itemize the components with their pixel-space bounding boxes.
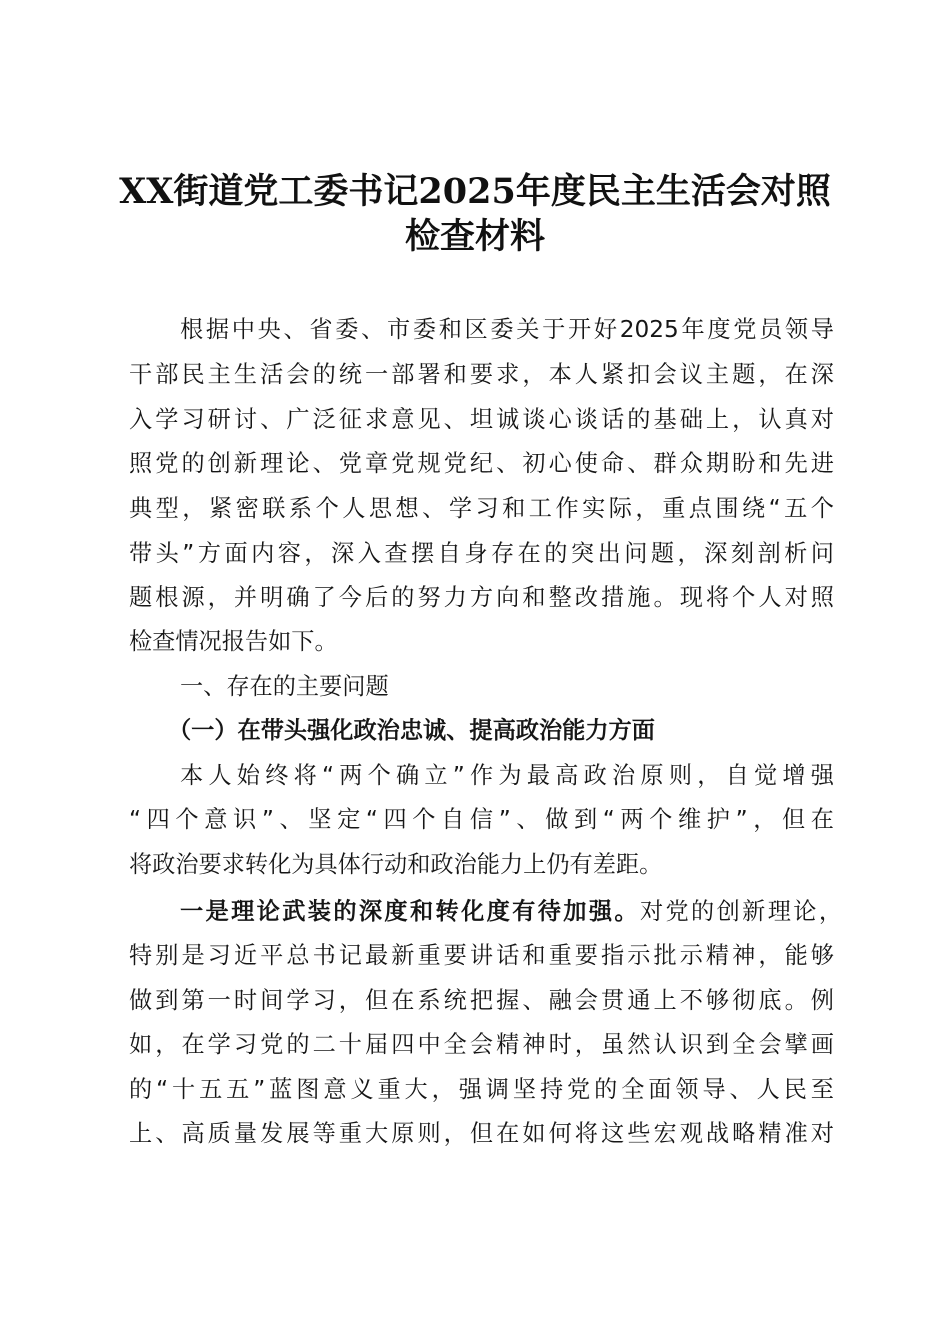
paragraph-line: 将政治要求转化为具体行动和政治能力上仍有差距。 [129, 851, 663, 878]
paragraph-line: 做到第一时间学习，但在系统把握、融会贯通上不够彻底。例 [129, 987, 834, 1014]
paragraph-line: 的“十五五”蓝图意义重大，强调坚持党的全面领导、人民至 [129, 1076, 834, 1103]
intro-line: 干部民主生活会的统一部署和要求，本人紧扣会议主题，在深 [129, 361, 834, 388]
paragraph-line: 如，在学习党的二十届四中全会精神时，虽然认识到全会擘画 [129, 1031, 834, 1058]
paragraph-lead-line [180, 892, 842, 932]
paragraph-bold-lead: 一是理论武装的深度和转化度有待加强。 [180, 898, 640, 925]
paragraph-line: 特别是习近平总书记最新重要讲话和重要指示批示精神，能够 [129, 942, 834, 969]
intro-line: 带头”方面内容，深入查摆自身存在的突出问题，深刻剖析问 [129, 540, 834, 567]
paragraph-line: 本人始终将“两个确立”作为最高政治原则，自觉增强 [180, 762, 834, 789]
document-title-line-2: 检查材料 [404, 216, 545, 257]
section-heading: 一、存在的主要问题 [180, 673, 389, 700]
document-title-line-1: XX街道党工委书记2025年度民主生活会对照 [119, 171, 831, 212]
intro-line: 题根源，并明确了今后的努力方向和整改措施。现将个人对照 [129, 584, 834, 611]
intro-line: 检查情况报告如下。 [129, 628, 338, 655]
paragraph-line: 上、高质量发展等重大原则，但在如何将这些宏观战略精准对 [129, 1120, 834, 1147]
intro-line: 照党的创新理论、党章党规党纪、初心使命、群众期盼和先进 [129, 450, 834, 477]
intro-line: 根据中央、省委、市委和区委关于开好2025年度党员领导 [180, 316, 834, 343]
intro-line: 入学习研讨、广泛征求意见、坦诚谈心谈话的基础上，认真对 [129, 406, 834, 433]
paragraph-lead-rest: 对党的创新理论， [639, 898, 843, 925]
intro-line: 典型，紧密联系个人思想、学习和工作实际，重点围绕“五个 [129, 495, 834, 522]
paragraph-line: “四个意识”、坚定“四个自信”、做到“两个维护”，但在 [129, 806, 834, 833]
subsection-heading: （一）在带头强化政治忠诚、提高政治能力方面 [168, 717, 655, 744]
